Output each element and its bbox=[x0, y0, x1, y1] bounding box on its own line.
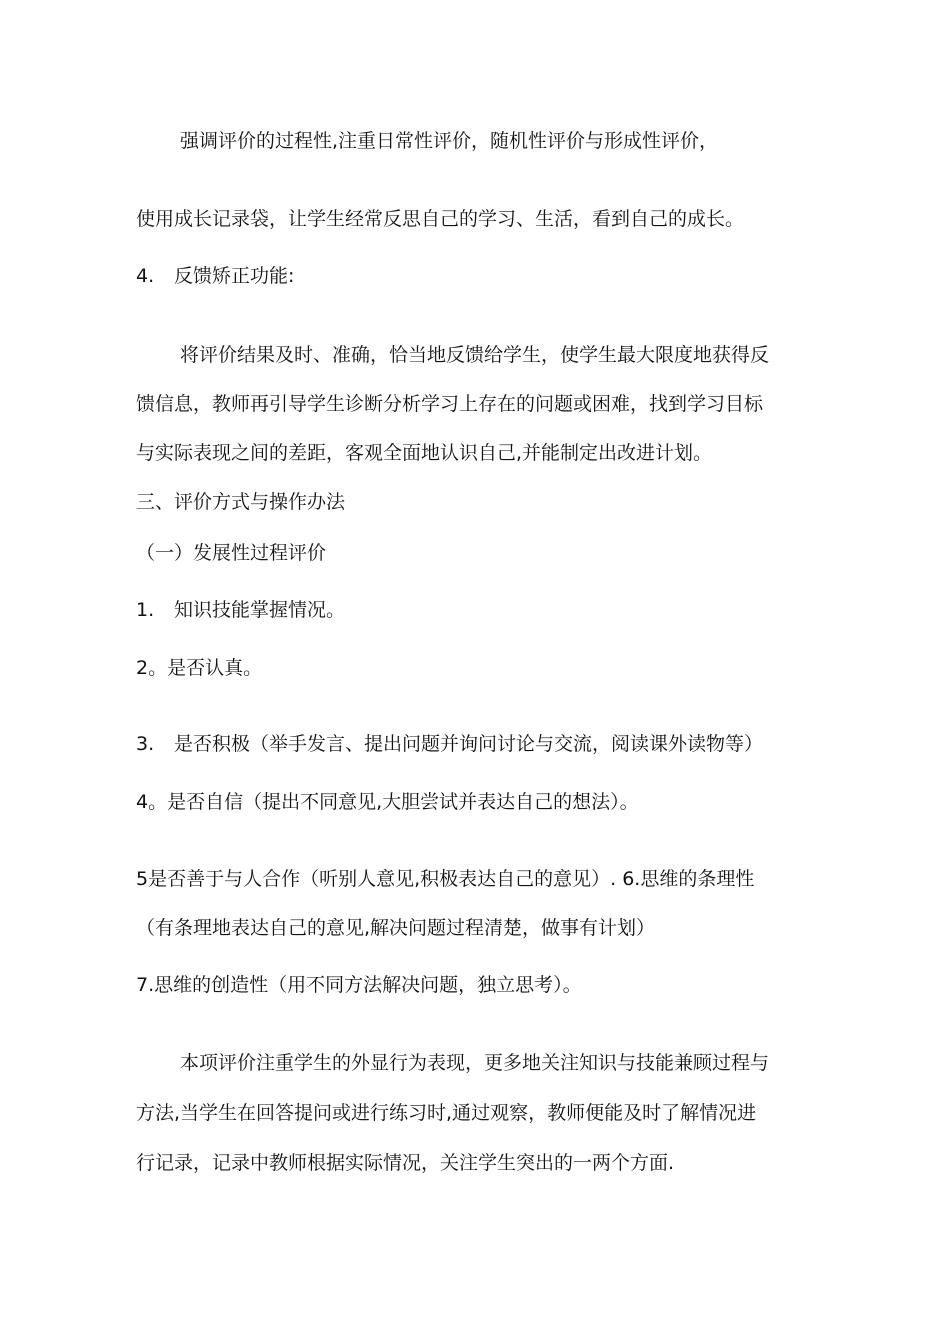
paragraph-3-line-3: 行记录，记录中教师根据实际情况，关注学生突出的一两个方面. bbox=[136, 1152, 675, 1174]
criterion-7: 7.思维的创造性（用不同方法解决问题，独立思考）。 bbox=[136, 974, 582, 996]
criterion-1-text: 知识技能掌握情况。 bbox=[174, 599, 346, 621]
criterion-5-6: 5是否善于与人合作（听别人意见,积极表达自己的意见）. 6.思维的条理性 bbox=[136, 868, 755, 890]
criterion-1 bbox=[136, 597, 345, 623]
criterion-4: 4。是否自信（提出不同意见,大胆尝试并表达自己的想法）。 bbox=[136, 791, 639, 813]
section-3-heading: 三、评价方式与操作办法 bbox=[136, 491, 346, 513]
criterion-3-number: 3. bbox=[136, 733, 155, 755]
criterion-2: 2。是否认真。 bbox=[136, 657, 263, 679]
paragraph-1-line-2: 使用成长记录袋，让学生经常反思自己的学习、生活，看到自己的成长。 bbox=[136, 208, 745, 230]
criterion-3-text: 是否积极（举手发言、提出问题并询问讨论与交流，阅读课外读物等） bbox=[174, 733, 764, 755]
paragraph-2-line-3: 与实际表现之间的差距，客观全面地认识自己,并能制定出改进计划。 bbox=[136, 442, 713, 464]
criterion-6-continued: （有条理地表达自己的意见,解决问题过程清楚，做事有计划） bbox=[136, 917, 656, 939]
criterion-1-number: 1. bbox=[136, 599, 155, 621]
paragraph-2-line-1: 将评价结果及时、准确，恰当地反馈给学生，使学生最大限度地获得反 bbox=[180, 344, 770, 366]
criterion-3 bbox=[136, 731, 763, 757]
item-4-heading bbox=[136, 263, 294, 289]
paragraph-1-line-1: 强调评价的过程性,注重日常性评价，随机性评价与形成性评价， bbox=[180, 130, 719, 152]
item-4-text: 反馈矫正功能: bbox=[174, 265, 295, 287]
subsection-1-heading: （一）发展性过程评价 bbox=[136, 542, 327, 564]
item-4-number: 4. bbox=[136, 265, 155, 287]
paragraph-3-line-2: 方法,当学生在回答提问或进行练习时,通过观察，教师便能及时了解情况进 bbox=[136, 1102, 757, 1124]
paragraph-2-line-2: 馈信息，教师再引导学生诊断分析学习上存在的问题或困难，找到学习目标 bbox=[136, 393, 764, 415]
paragraph-3-line-1: 本项评价注重学生的外显行为表现，更多地关注知识与技能兼顾过程与 bbox=[180, 1052, 770, 1074]
